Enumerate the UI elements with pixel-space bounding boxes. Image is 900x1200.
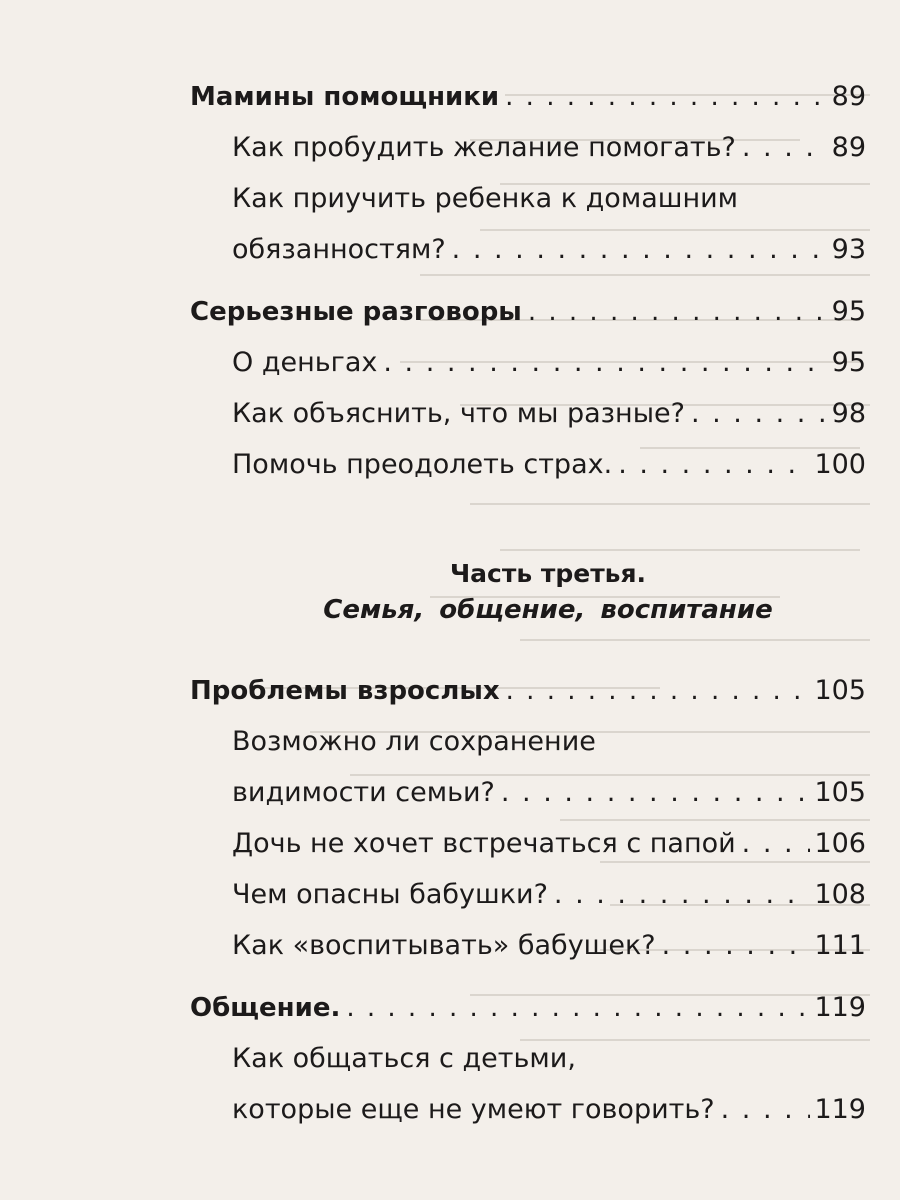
toc-entry-title: Дочь не хочет встречаться с папой (232, 828, 736, 859)
toc-entry-title: обязанностям? (232, 234, 446, 265)
dot-leader (618, 446, 810, 484)
toc-subentry[interactable] (190, 344, 866, 382)
toc-page-number: 95 (831, 347, 866, 378)
toc-subentry[interactable] (190, 825, 866, 863)
toc-section-entry[interactable] (190, 293, 866, 331)
toc-page-number: 95 (831, 296, 866, 327)
toc-page-number: 119 (814, 1094, 866, 1125)
toc-entry-title: Общение. (190, 993, 341, 1023)
toc-entry-title: Мамины помощники (190, 82, 500, 112)
dot-leader (742, 129, 828, 167)
dot-leader (501, 774, 811, 812)
toc-entry-title: Серьезные разговоры (190, 297, 522, 327)
dot-leader (505, 78, 827, 116)
toc-subentry-line[interactable]: Как приучить ребенка к домашним (232, 183, 739, 214)
toc-subentry[interactable] (190, 927, 866, 965)
dot-leader (662, 927, 811, 965)
toc-page-number: 100 (814, 449, 866, 480)
toc-entry-title: Как объяснить, что мы разные? (232, 398, 685, 429)
toc-page-number: 119 (814, 992, 866, 1023)
toc-section-entry[interactable] (190, 989, 866, 1027)
part-heading (230, 556, 866, 628)
part-title: Часть третья. (449, 559, 647, 588)
toc-page-number: 89 (831, 132, 866, 163)
toc-entry-title: которые еще не умеют говорить? (232, 1094, 715, 1125)
toc-page-number: 89 (831, 81, 866, 112)
toc-subentry[interactable] (190, 1091, 866, 1129)
toc-section-entry[interactable] (190, 672, 866, 710)
part-subtitle: Семья, общение, воспитание (323, 595, 773, 625)
toc-page-number: 108 (814, 879, 866, 910)
toc-section-entry[interactable] (190, 78, 866, 116)
toc-page-number: 93 (831, 234, 866, 265)
toc-entry-title: Помочь преодолеть страх. (232, 449, 613, 480)
toc-subentry[interactable] (190, 446, 866, 484)
toc-page-number: 98 (831, 398, 866, 429)
dot-leader (528, 293, 828, 331)
toc-entry-title: Как пробудить желание помогать? (232, 132, 736, 163)
toc-page-number: 106 (814, 828, 866, 859)
toc-entry-title: Как «воспитывать» бабушек? (232, 930, 656, 961)
toc-subentry[interactable] (190, 774, 866, 812)
toc-entry-title: Проблемы взрослых (190, 676, 500, 706)
toc-page-number: 105 (814, 675, 866, 706)
toc-subentry-line[interactable]: Возможно ли сохранение (232, 726, 596, 757)
toc-page-number: 105 (814, 777, 866, 808)
toc-subentry[interactable] (190, 876, 866, 914)
toc-entry-title: Чем опасны бабушки? (232, 879, 548, 910)
dot-leader (452, 231, 828, 269)
dot-leader (346, 989, 810, 1027)
dot-leader (721, 1091, 811, 1129)
table-of-contents (190, 78, 866, 1129)
toc-subentry[interactable] (190, 231, 866, 269)
toc-subentry[interactable] (190, 395, 866, 433)
dot-leader (506, 672, 811, 710)
toc-page-number: 111 (814, 930, 866, 961)
dot-leader (691, 395, 828, 433)
toc-subentry-line[interactable]: Как общаться с детьми, (232, 1043, 576, 1074)
toc-subentry[interactable] (190, 129, 866, 167)
dot-leader (742, 825, 811, 863)
toc-entry-title: видимости семьи? (232, 777, 495, 808)
toc-entry-title: О деньгах (232, 347, 378, 378)
dot-leader (383, 344, 827, 382)
dot-leader (554, 876, 811, 914)
